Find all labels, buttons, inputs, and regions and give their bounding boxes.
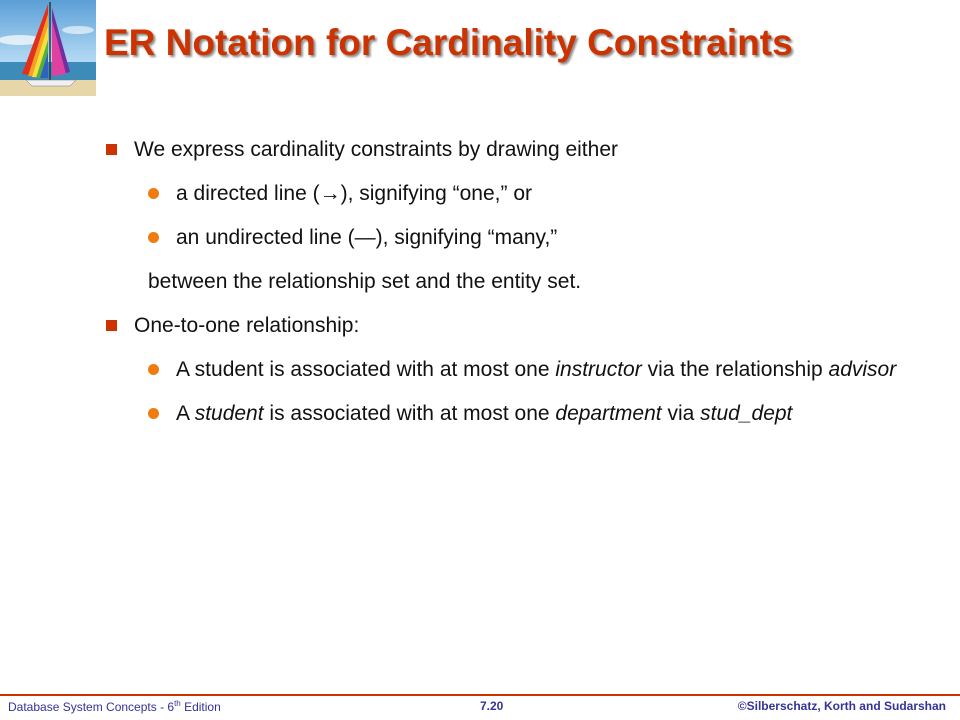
footer-divider xyxy=(0,694,960,696)
sub-bullet-student-department xyxy=(148,400,924,428)
bullet-text: We express cardinality constraints by drawing either xyxy=(134,138,618,161)
sub-bullet-undirected-line xyxy=(148,224,924,252)
dot-bullet-icon xyxy=(148,364,159,375)
sub-bullet-directed-line xyxy=(148,180,924,208)
square-bullet-icon xyxy=(106,320,117,331)
footer-copyright: ©Silberschatz, Korth and Sudarshan xyxy=(737,699,946,713)
dot-bullet-icon xyxy=(148,232,159,243)
text-run: is associated with at most one xyxy=(263,402,556,425)
italic-term-instructor: instructor xyxy=(555,358,642,381)
text-run: via xyxy=(661,402,701,425)
sub-bullet-instructor-advisor xyxy=(148,356,924,384)
text-run: A student is associated with at most one xyxy=(176,358,556,381)
bullet-text: One-to-one relationship: xyxy=(134,314,360,337)
square-bullet-icon xyxy=(106,144,117,155)
slide-title: ER Notation for Cardinality Constraints xyxy=(104,22,793,63)
italic-term-advisor: advisor xyxy=(828,358,897,381)
footer-text: Database System Concepts - 6 xyxy=(8,700,175,714)
text-run: via the relationship xyxy=(641,358,829,381)
footer-page-number: 7.20 xyxy=(480,699,504,713)
slide-content xyxy=(104,136,924,444)
dot-bullet-icon xyxy=(148,188,159,199)
continuation-text: between the relationship set and the entity set. xyxy=(148,270,582,293)
sub-bullet-text: a directed line (→), signifying “one,” or xyxy=(176,182,532,205)
footer-text: Edition xyxy=(180,700,221,714)
dot-bullet-icon xyxy=(148,408,159,419)
text-run: A xyxy=(176,402,195,425)
footer-book-title xyxy=(8,699,221,714)
sailboat-logo xyxy=(0,0,96,96)
italic-term-stud-dept: stud_dept xyxy=(700,402,793,425)
bullet-one-to-one xyxy=(104,312,924,340)
italic-term-student: student xyxy=(194,402,264,425)
footer-superscript: th xyxy=(174,699,181,708)
bullet-cardinality-notation xyxy=(104,136,924,164)
sub-bullet-text: an undirected line (—), signifying “many,” xyxy=(176,226,558,249)
italic-term-department: department xyxy=(555,402,662,425)
